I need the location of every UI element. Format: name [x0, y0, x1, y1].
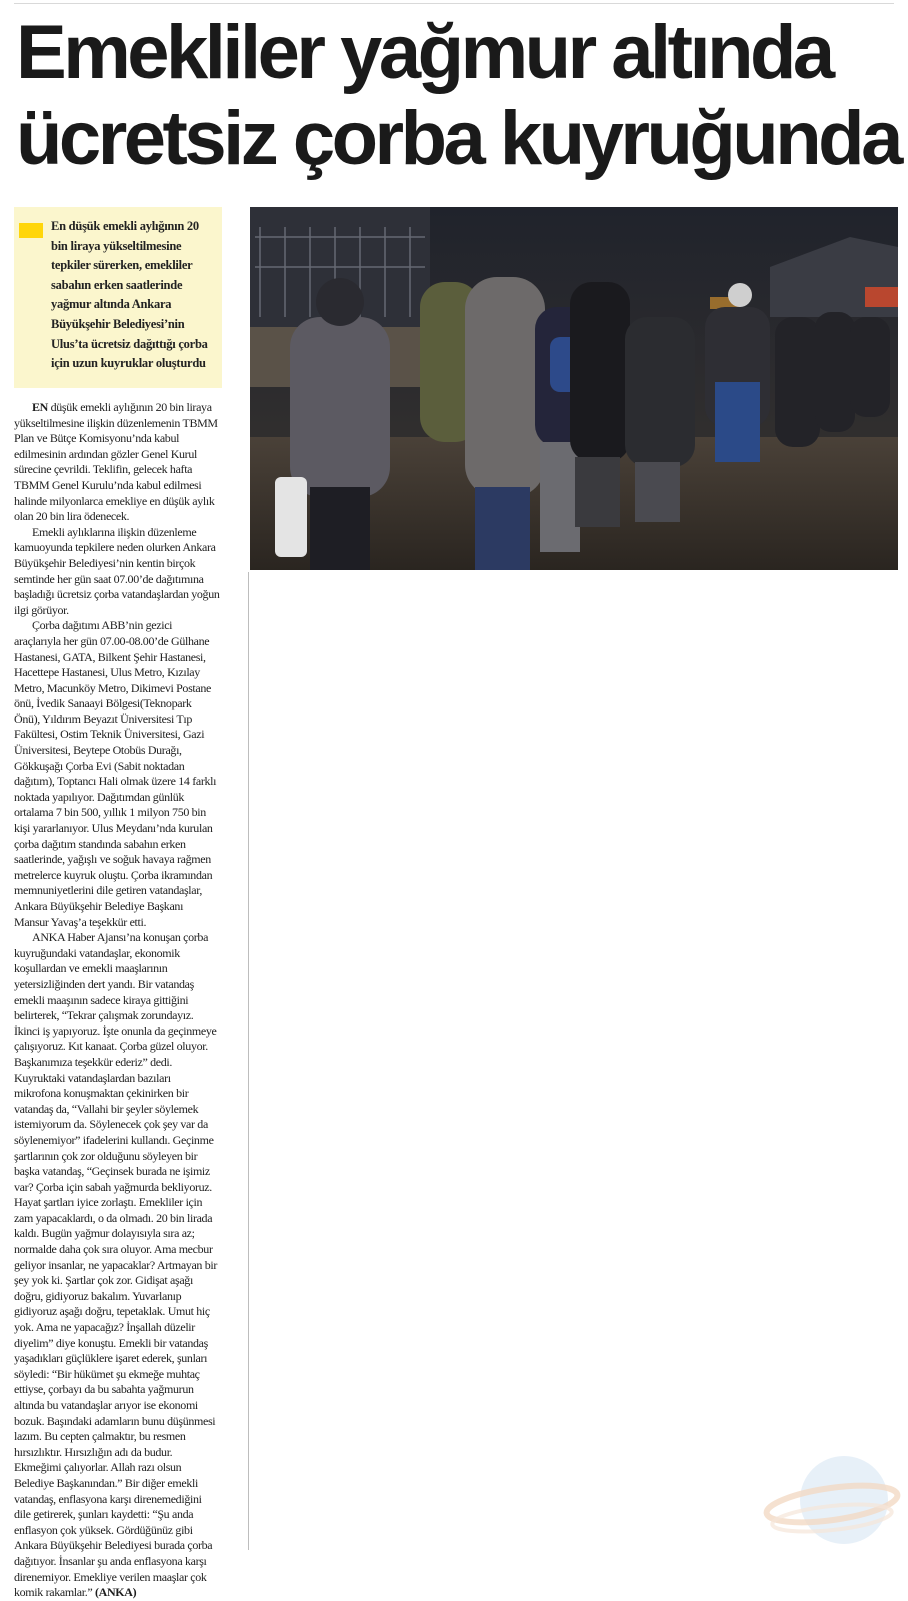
- article-lead-word: EN: [32, 400, 48, 414]
- article-paragraph: [14, 400, 220, 525]
- soup-queue-photo-illustration: [250, 207, 898, 570]
- headline-line-1: Emekliler yağmur altında: [16, 10, 832, 95]
- article-paragraph-text: düşük emekli aylığının 20 bin liraya yükseltilmesine ilişkin düzenlemenin TBMM Plan ve Bütçe Komisyonu’nda kabul edilmesinin ardından gözler Genel Kurul sürecine çevrildi. Teklifin, gelecek hafta TBMM Genel Kurulu’nda kabul edilmesi halinde milyonlarca emekliye en düşük aylık olan 20 bin lira ödenecek.: [14, 400, 218, 524]
- summary-text: En düşük emekli aylığının 20 bin liraya yükseltilmesine tepkiler sürerken, emekliler sabahın erken saatlerinde yağmur altında Ankara Büyükşehir Belediyesi’nin Ulus’ta ücretsiz dağıttığı çorba için uzun kuyruklar oluşturdu: [51, 219, 208, 371]
- summary-marker-icon: [19, 223, 43, 238]
- publisher-logo-icon: [762, 1448, 902, 1556]
- globe-icon: [762, 1448, 902, 1556]
- article-paragraph: Çorba dağıtımı ABB’nin gezici araçlarıyla her gün 07.00-08.00’de Gülhane Hastanesi, GATA, Bilkent Şehir Hastanesi, Hacettepe Hastanesi, Ulus Metro, Kızılay Metro, Macunköy Metro, Dikimevi Postane önü, İvedik Sanaayi Bölgesi(Teknopark Önü), Yıldırım Beyazıt Üniversitesi Tıp Fakültesi, Ostim Teknik Üniversitesi, Gazi Üniversitesi, Beytepe Otobüs Durağı, Gökkuşağı Çorba Evi (Sabit noktadan dağıtım), Toptancı Hali olmak üzere 14 farklı noktada yapılıyor. Dağıtımdan günlük ortalama 7 bin 500, yıllık 1 milyon 750 bin kişi yararlanıyor. Ulus Meydanı’nda kurulan çorba dağıtım standında sabahın erken saatlerinde, yağışlı ve soğuk havaya rağmen metrelerce kuyruk oluştu. Çorba ikramından memnuniyetlerini dile getiren vatandaşlar, Ankara Büyükşehir Belediye Başkanı Mansur Yavaş’a teşekkür etti.: [14, 618, 217, 929]
- article-source-tag: (ANKA): [95, 1585, 137, 1600]
- summary-box: [14, 207, 222, 388]
- column-divider: [248, 572, 249, 1550]
- article-paragraph: [14, 930, 220, 1601]
- top-rule: [14, 3, 894, 4]
- article-paragraph-text: ANKA Haber Ajansı’na konuşan çorba kuyruğundaki vatandaşlar, ekonomik koşullardan ve emekli maaşlarının yetersizliğinden dert yandı. Bir vatandaş emekli maaşının sadece kiraya gittiğini belirterek, “Tekrar çalışmak zorundayız. İkinci iş yapıyoruz. İşte onunla da geçinmeye çalışıyoruz. Kıt kanaat. Çorba güzel oluyor. Başkanımıza teşekkür ederiz” dedi. Kuyruktaki vatandaşlardan bazıları mikrofona konuşmaktan çekinirken bir vatandaş da, “Vallahi bir şeyler söylemek istemiyorum da. Söylenecek çok şey var da söylenemiyor” ifadelerini kullandı. Geçinme şartlarının çok zor olduğunu söyleyen bir başka vatandaş, “Geçinsek burada ne işimiz var? Çorba için sabah yağmurda bekliyoruz. Hayat şartları iyice zorlaştı. Emekliler için zam yapacaklardı, o da olmadı. 20 bin lirada kaldı. Bugün yağmur dolayısıyla sıra az; normalde daha çok sıra oluyor. Ama mecbur geliyor insanlar, ne yapacaklar? Artmayan bir şey yok ki. Şartlar çok zor. Gidişat aşağı doğru, gidiyoruz bakalım. Yuvarlanıp gidiyoruz aşağı doğru, tepetaklak. Umut hiç yok. Ama ne yapacağız? İnşallah düzelir diyelim” diye konuştu. Emekli bir vatandaş yaşadıkları güçlüklere işaret ederek, şunları söyledi: “Bir hükümet şu ekmeğe muhtaç ettiyse, çorbayı da bu sabahta yağmurun altında bu vatandaşlar arıyor ise ekonomi bozuk. Başındaki adamların bunu düşünmesi lazım. Bu cepten çalmaktır, bu resmen hırsızlıktır. Hırsızlığın adı da budur. Ekmeğimi çalıyorlar. Allah razı olsun Belediye Başkanından.” Bir diğer emekli vatandaş, enflasyona karşı direnemediğini dile getirerek, şunları kaydetti: “Şu anda enflasyon çok yüksek. Gördüğünüz gibi Ankara Büyükşehir Belediyesi burada çorba dağıtıyor. İnsanlar şu anda enflasyona karşı direnemiyor. Emekliye verilen maaşlar çok komik rakamlar.”: [14, 930, 218, 1600]
- headline: [16, 10, 900, 182]
- article-body: [14, 400, 220, 1601]
- headline-line-2: ücretsiz çorba kuyruğunda: [16, 96, 900, 181]
- article-paragraph: Emekli aylıklarına ilişkin düzenleme kamuoyunda tepkilere neden olurken Ankara Büyükşehir Belediyesi’nin kentin birçok semtinde her gün saat 07.00’de dağıtımına başladığı ücretsiz çorba vatandaşlardan yoğun ilgi görüyor.: [14, 524, 220, 617]
- news-photo: [250, 207, 898, 570]
